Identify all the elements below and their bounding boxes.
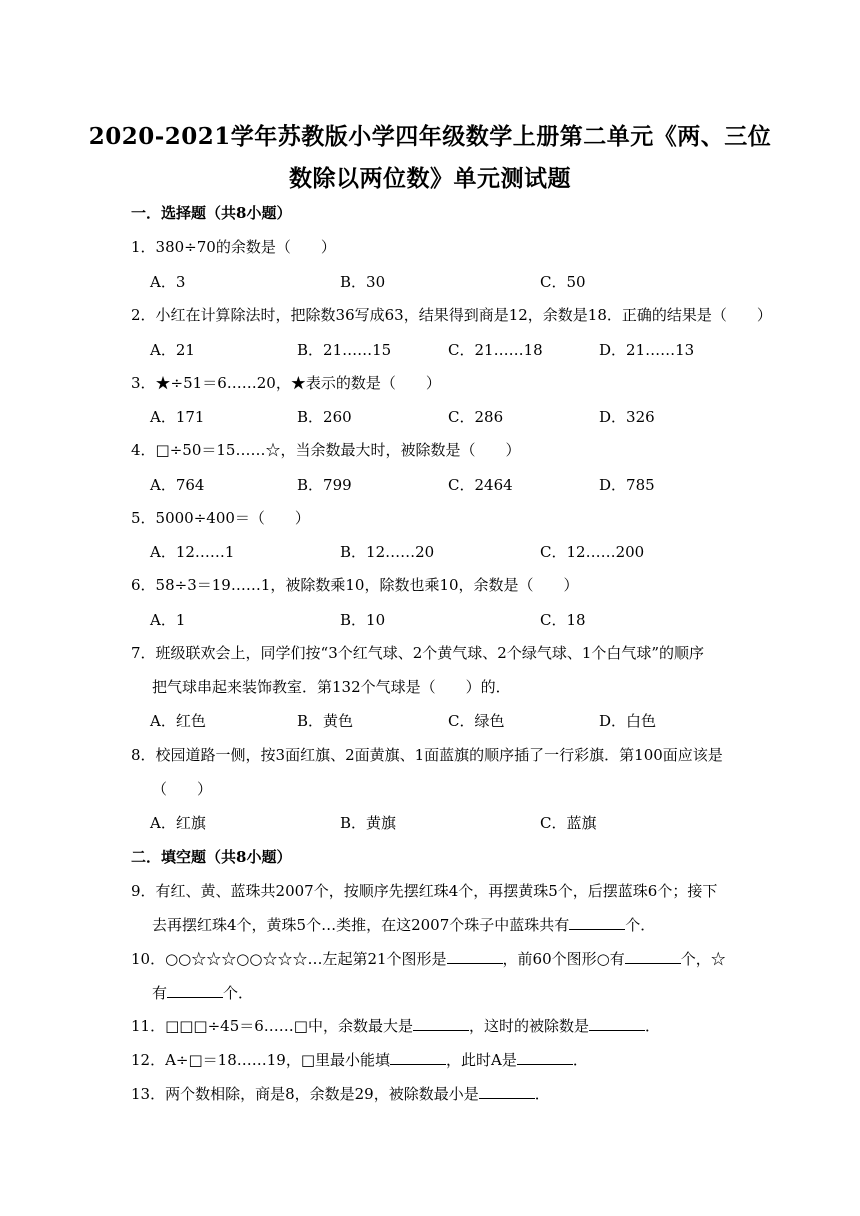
section-heading-fill-in-blank: 二．填空题（共8小题） <box>131 848 292 866</box>
answer-blank[interactable] <box>413 1015 469 1031</box>
option-d: D．白色 <box>599 712 657 730</box>
option-b: B．12……20 <box>340 543 435 561</box>
option-b: B．黄旗 <box>340 814 397 832</box>
question-12-text-part: 12．A÷□＝18……19，□里最小能填 <box>131 1051 391 1069</box>
option-c: C．12……200 <box>540 543 645 561</box>
question-9-text-part: 个． <box>625 916 656 934</box>
page-title-line-1: 2020-2021学年苏教版小学四年级数学上册第二单元《两、三位 <box>88 123 772 150</box>
answer-blank[interactable] <box>447 948 503 964</box>
question-4-text: 4．□÷50＝15……☆，当余数最大时，被除数是（ ） <box>131 441 521 459</box>
question-10-text-part: 有 <box>152 984 168 1002</box>
question-12-text-part: ，此时A是 <box>446 1051 517 1069</box>
question-5-options <box>150 541 770 561</box>
question-8-text-continued: （ ） <box>152 780 213 798</box>
option-b: B．30 <box>340 273 386 291</box>
option-d: D．785 <box>599 476 655 494</box>
question-1-options <box>150 271 770 291</box>
option-b: B．黄色 <box>297 712 354 730</box>
question-11-text <box>131 1015 660 1036</box>
option-d: D．21……13 <box>599 341 695 359</box>
option-b: B．10 <box>340 611 386 629</box>
option-a: A．红旗 <box>150 814 206 832</box>
question-13-text-part: 13．两个数相除，商是8，余数是29，被除数最小是 <box>131 1085 479 1103</box>
question-5-text: 5．5000÷400＝（ ） <box>131 509 310 527</box>
question-13-text-part: ． <box>534 1085 550 1103</box>
answer-blank[interactable] <box>390 1049 446 1065</box>
option-c: C．21……18 <box>448 341 543 359</box>
option-b: B．21……15 <box>297 341 392 359</box>
option-a: A．1 <box>150 611 186 629</box>
question-11-text-part: ，这时的被除数是 <box>468 1017 589 1035</box>
option-a: A．3 <box>150 273 186 291</box>
question-1-text: 1．380÷70的余数是（ ） <box>131 238 336 256</box>
answer-blank[interactable] <box>517 1049 573 1065</box>
option-a: A．21 <box>150 341 195 359</box>
option-d: D．326 <box>599 408 655 426</box>
section-heading-multiple-choice: 一．选择题（共8小题） <box>131 204 292 222</box>
question-9-text-continued <box>152 914 655 935</box>
question-2-text: 2．小红在计算除法时，把除数36写成63，结果得到商是12，余数是18．正确的结果是（ ） <box>131 306 772 324</box>
answer-blank[interactable] <box>479 1083 535 1099</box>
option-b: B．260 <box>297 408 352 426</box>
answer-blank[interactable] <box>569 914 625 930</box>
question-12-text <box>131 1049 588 1070</box>
question-3-text: 3．★÷51＝6……20，★表示的数是（ ） <box>131 374 441 392</box>
answer-blank[interactable] <box>589 1015 645 1031</box>
option-a: A．171 <box>150 408 205 426</box>
question-13-text <box>131 1083 550 1104</box>
question-3-options <box>150 406 770 426</box>
question-11-text-part: ． <box>645 1017 661 1035</box>
question-10-text-part: 10．○○☆☆☆○○☆☆☆…左起第21个图形是 <box>131 950 447 968</box>
question-10-text <box>131 948 726 969</box>
question-11-text-part: 11．□□□÷45＝6……□中，余数最大是 <box>131 1017 413 1035</box>
page-title-line-2: 数除以两位数》单元测试题 <box>289 165 571 192</box>
question-8-text: 8．校园道路一侧，按3面红旗、2面黄旗、1面蓝旗的顺序插了一行彩旗．第100面应该是 <box>131 746 723 764</box>
option-c: C．50 <box>540 273 586 291</box>
option-b: B．799 <box>297 476 352 494</box>
option-c: C．2464 <box>448 476 513 494</box>
question-10-text-part: 个，☆ <box>680 950 726 968</box>
question-7-text-continued: 把气球串起来装饰教室．第132个气球是（ ）的． <box>152 678 511 696</box>
question-10-text-part: ，前60个图形○有 <box>502 950 625 968</box>
option-a: A．12……1 <box>150 543 235 561</box>
option-a: A．红色 <box>150 712 206 730</box>
answer-blank[interactable] <box>167 982 223 998</box>
question-9-text-part: 去再摆红珠4个，黄珠5个…类推，在这2007个珠子中蓝珠共有 <box>152 916 570 934</box>
question-12-text-part: ． <box>572 1051 588 1069</box>
option-a: A．764 <box>150 476 205 494</box>
question-4-options <box>150 474 770 494</box>
question-6-text: 6．58÷3＝19……1，被除数乘10，除数也乘10，余数是（ ） <box>131 576 579 594</box>
option-c: C．286 <box>448 408 504 426</box>
question-2-options <box>150 339 770 359</box>
option-c: C．绿色 <box>448 712 505 730</box>
question-10-text-continued <box>152 982 253 1003</box>
question-10-text-part: 个． <box>223 984 254 1002</box>
question-7-options <box>150 710 770 730</box>
question-7-text: 7．班级联欢会上，同学们按“3个红气球、2个黄气球、2个绿气球、1个白气球”的顺序 <box>131 644 705 662</box>
question-9-text: 9．有红、黄、蓝珠共2007个，按顺序先摆红珠4个，再摆黄珠5个，后摆蓝珠6个；接下 <box>131 882 718 900</box>
option-c: C．蓝旗 <box>540 814 597 832</box>
question-6-options <box>150 609 770 629</box>
answer-blank[interactable] <box>625 948 681 964</box>
question-8-options <box>150 812 770 832</box>
option-c: C．18 <box>540 611 586 629</box>
